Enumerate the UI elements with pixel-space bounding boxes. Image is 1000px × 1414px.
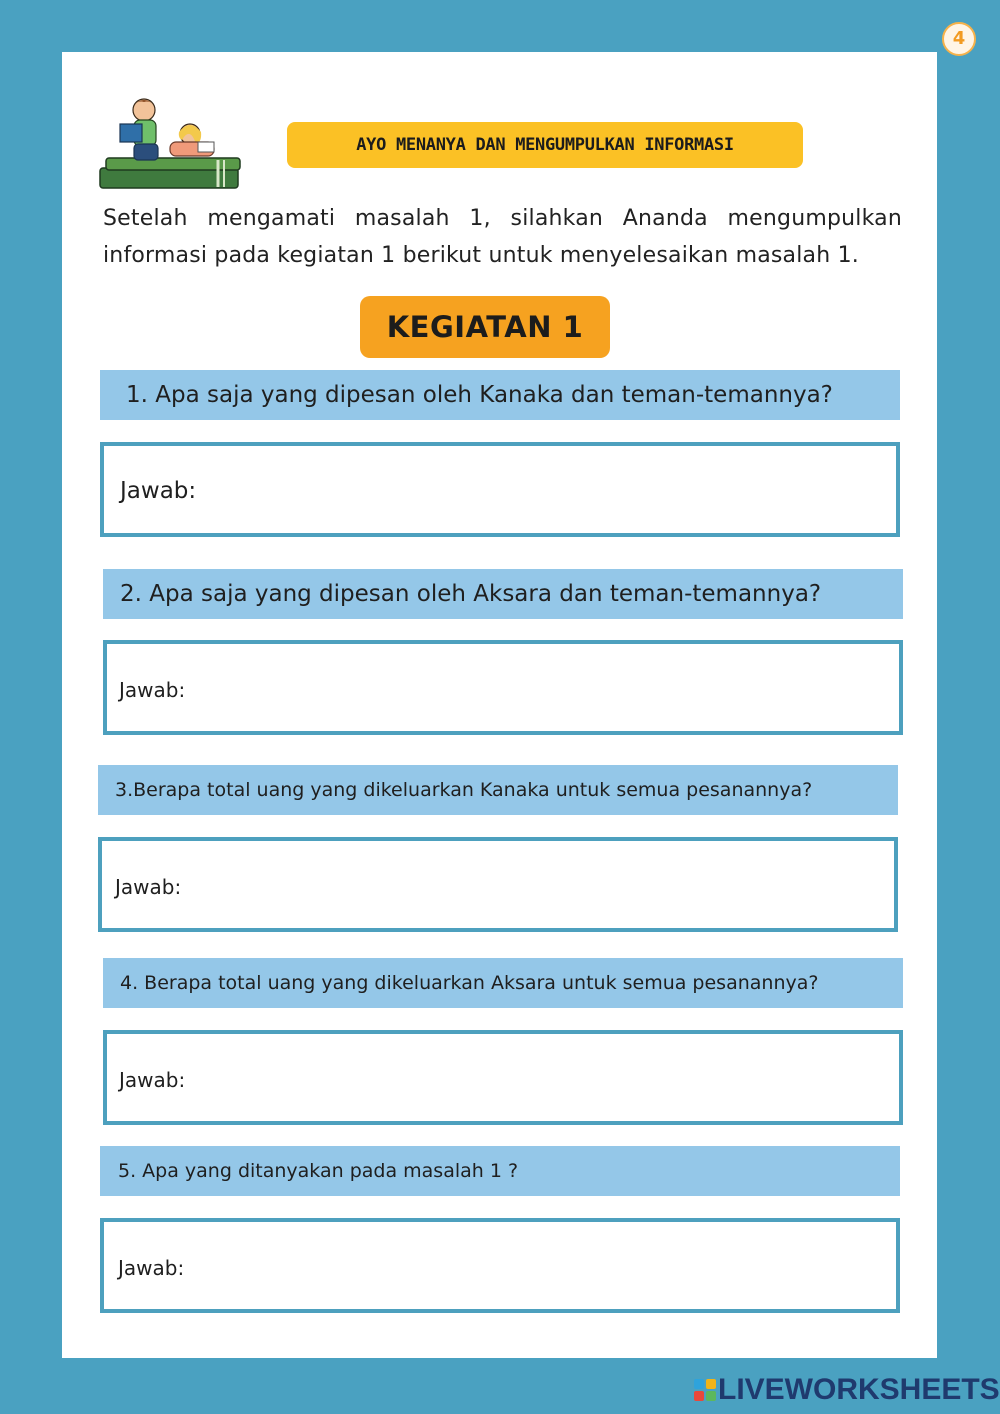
question-3: 3.Berapa total uang yang dikeluarkan Kanaka untuk semua pesanannya? [98,765,898,815]
question-2: 2. Apa saja yang dipesan oleh Aksara dan teman-temannya? [103,569,903,619]
answer-label-5: Jawab: [118,1256,185,1280]
liveworksheets-logo [694,1372,1000,1408]
question-1: 1. Apa saja yang dipesan oleh Kanaka dan teman-temannya? [100,370,900,420]
answer-label-2: Jawab: [119,678,186,702]
liveworksheets-logo-icon [694,1379,716,1401]
page-number-badge: 4 [942,22,976,56]
answer-box-5[interactable] [100,1218,900,1313]
answer-box-4[interactable] [103,1030,903,1125]
activity-title-badge: KEGIATAN 1 [360,296,610,358]
answer-box-1[interactable] [100,442,900,537]
answer-label-4: Jawab: [119,1068,186,1092]
liveworksheets-logo-text: LIVEWORKSHEETS [718,1373,1000,1406]
section-title-banner: AYO MENANYA DAN MENGUMPULKAN INFORMASI [287,122,803,168]
answer-box-3[interactable] [98,837,898,932]
question-5: 5. Apa yang ditanyakan pada masalah 1 ? [100,1146,900,1196]
question-4: 4. Berapa total uang yang dikeluarkan Aksara untuk semua pesanannya? [103,958,903,1008]
reading-children-illustration [98,96,244,192]
answer-label-1: Jawab: [120,478,197,504]
intro-paragraph: Setelah mengamati masalah 1, silahkan Ananda mengumpulkan informasi pada kegiatan 1 berikut untuk menyelesaikan masalah 1. [103,206,902,268]
answer-label-3: Jawab: [115,875,182,899]
answer-box-2[interactable] [103,640,903,735]
